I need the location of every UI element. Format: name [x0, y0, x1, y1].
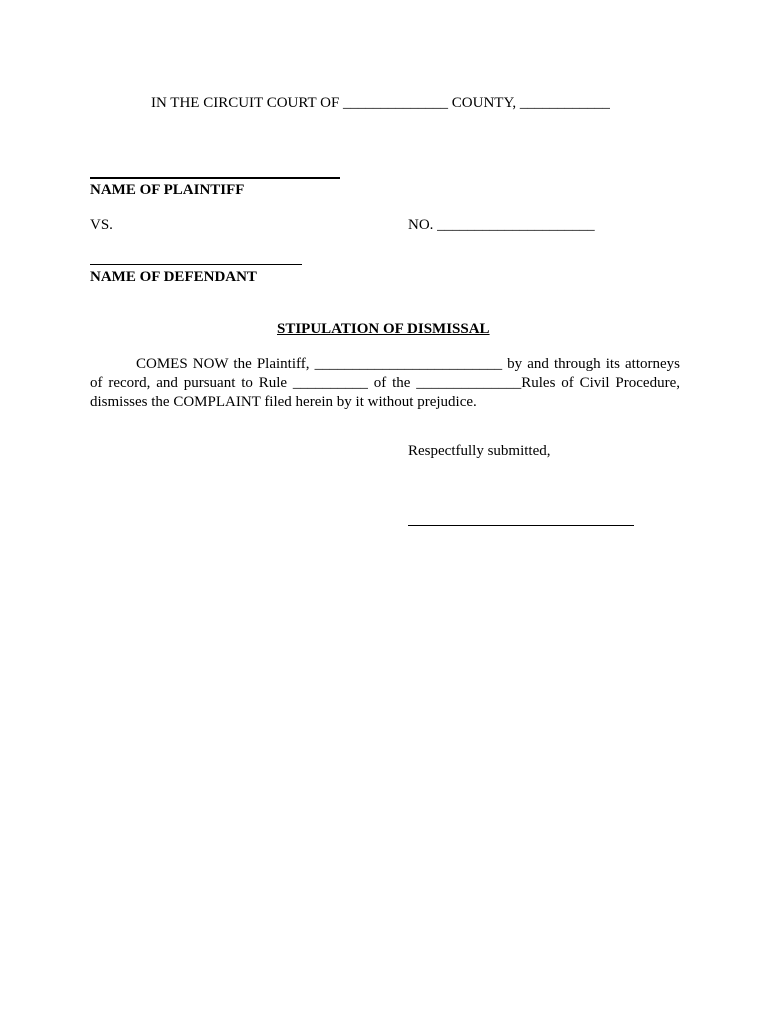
document-title: STIPULATION OF DISMISSAL	[277, 321, 490, 337]
body-line: of record, and pursuant to Rule __________ of the ______________Rules of Civil Procedure,	[90, 375, 680, 391]
body-line: COMES NOW the Plaintiff, _________________________ by and through its attorneys	[136, 356, 680, 372]
court-heading: IN THE CIRCUIT COURT OF ______________ COUNTY, ____________	[151, 95, 610, 111]
defendant-label: NAME OF DEFENDANT	[90, 269, 257, 285]
closing-text: Respectfully submitted,	[408, 443, 551, 459]
plaintiff-signature-line	[90, 177, 340, 179]
body-line: dismisses the COMPLAINT filed herein by it without prejudice.	[90, 394, 477, 410]
plaintiff-label: NAME OF PLAINTIFF	[90, 182, 245, 198]
versus-text: VS.	[90, 217, 113, 233]
case-number: NO. _____________________	[408, 217, 595, 233]
body-paragraph	[90, 355, 680, 412]
attorney-signature-line	[408, 525, 634, 526]
defendant-signature-line	[90, 264, 302, 265]
